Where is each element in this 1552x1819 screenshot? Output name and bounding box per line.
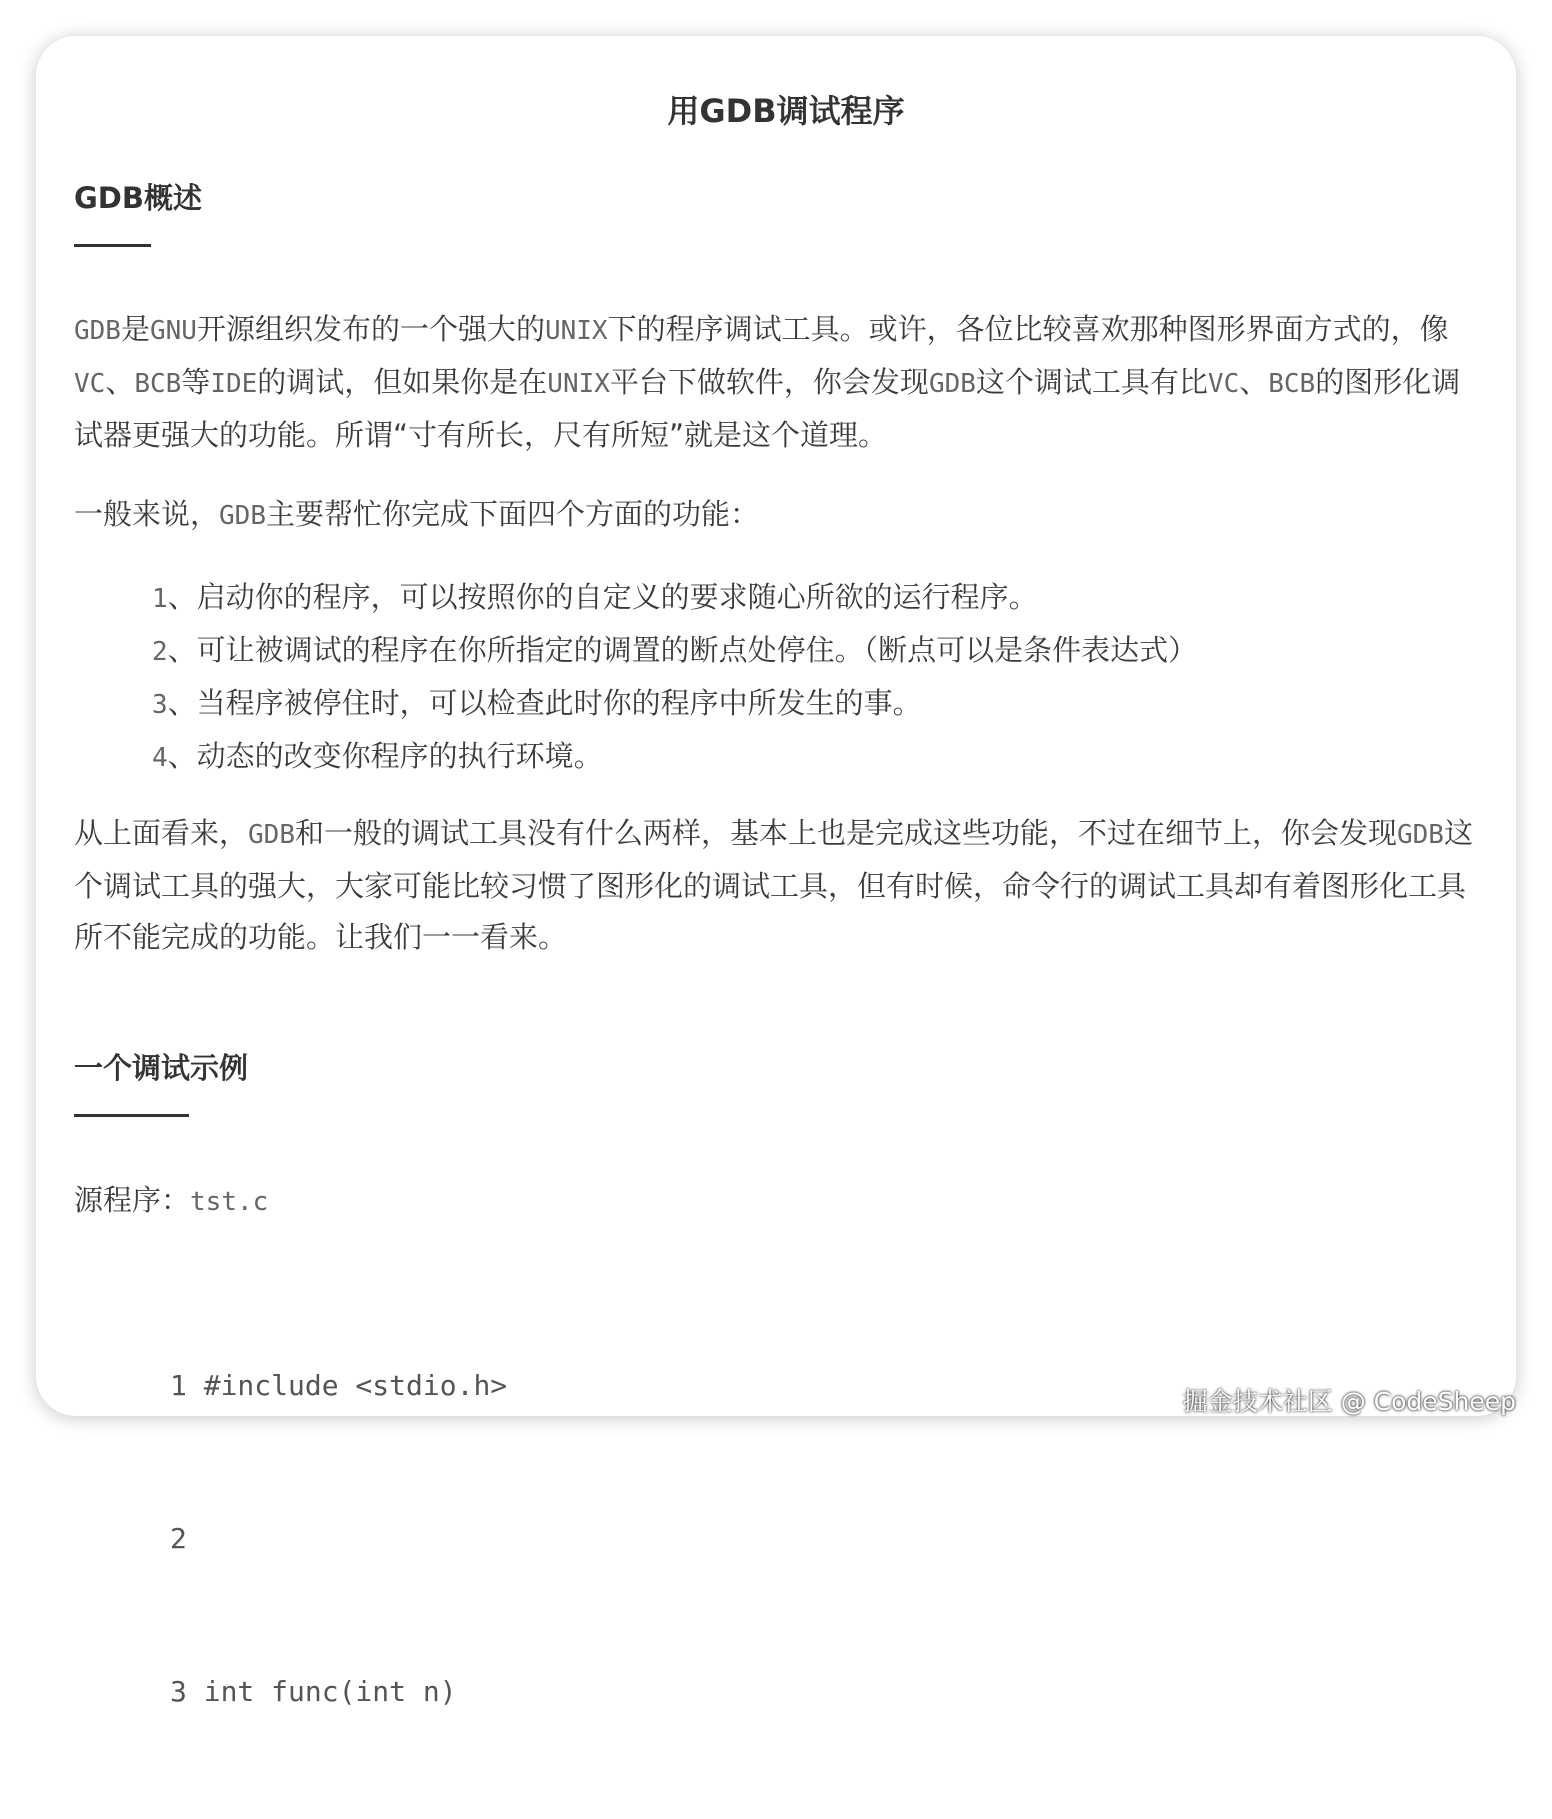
section-heading-example: 一个调试示例 (74, 1051, 249, 1085)
paragraph-summary (74, 808, 1486, 963)
inline-code-term: BCB (134, 369, 182, 399)
text-run: 下的程序调试工具。或许，各位比较喜欢那种图形界面方式的，像 (607, 312, 1449, 346)
code-line: 3 int func(int n) (170, 1675, 457, 1708)
source-file-line (74, 1175, 1486, 1228)
inline-code-term: BCB (1268, 369, 1316, 399)
text-run: 主要帮忙你完成下面四个方面的功能： (265, 497, 759, 531)
source-label: 源程序： (74, 1183, 191, 1217)
inline-code-term: GDB (248, 820, 295, 850)
article-card (36, 36, 1516, 1708)
inline-code-term: IDE (210, 369, 258, 399)
inline-code-term: GNU (149, 316, 197, 346)
list-item: 1、启动你的程序，可以按照你的自定义的要求随心所欲的运行程序。 (152, 580, 1038, 614)
inline-code-term: UNIX (544, 316, 608, 346)
source-filename: tst.c (190, 1187, 269, 1217)
text-run: 的调试，但如果你是在 (257, 365, 548, 399)
text-run: 等 (181, 365, 211, 399)
section-heading-overview: GDB概述 (74, 181, 202, 215)
text-run: 这个调试工具有比 (975, 365, 1208, 399)
heading-underline (74, 244, 151, 247)
functions-list (152, 572, 1197, 784)
list-item: 4、动态的改变你程序的执行环境。 (152, 739, 603, 773)
watermark: 掘金技术社区 @ CodeSheep (1182, 1387, 1516, 1416)
text-run: 的图形化调试器更强大的功能。所谓“寸有所长，尺有所短”就是这个道理。 (74, 365, 1461, 452)
page-title: 用GDB调试程序 (667, 92, 905, 130)
code-block (170, 1258, 507, 1819)
list-item: 2、可让被调试的程序在你所指定的调置的断点处停住。（断点可以是条件表达式） (152, 633, 1198, 667)
inline-code-term: VC (74, 369, 106, 399)
list-item: 3、当程序被停住时，可以检查此时你的程序中所发生的事。 (152, 686, 922, 720)
paragraph-intro (74, 304, 1486, 461)
code-line: 1 #include <stdio.h> (170, 1369, 508, 1402)
text-run: 开源组织发布的一个强大的 (196, 312, 545, 346)
text-run: 从上面看来， (74, 816, 249, 850)
inline-code-term: GDB (219, 501, 266, 531)
inline-code-term: GDB (1397, 820, 1444, 850)
inline-code-term: GDB (928, 369, 976, 399)
text-run: 和一般的调试工具没有什么两样，基本上也是完成这些功能，不过在细节上，你会发现 (294, 816, 1397, 850)
inline-code-term: VC (1207, 369, 1240, 399)
text-run: 平台下做软件，你会发现 (609, 365, 929, 399)
text-run: 、 (105, 365, 135, 399)
inline-code-term: UNIX (547, 369, 610, 399)
text-run: 一般来说， (74, 497, 220, 531)
heading-underline (74, 1114, 189, 1117)
text-run: 这个调试工具的强大，大家可能比较习惯了图形化的调试工具，但有时候，命令行的调试工具却有着图形化工具所不能完成的功能。让我们一一看来。 (74, 816, 1473, 954)
code-line: 2 (170, 1522, 187, 1555)
text-run: 是 (120, 312, 150, 346)
inline-code-term: GDB (74, 316, 121, 346)
paragraph-functions-lead (74, 489, 1486, 542)
text-run: 、 (1239, 365, 1269, 399)
